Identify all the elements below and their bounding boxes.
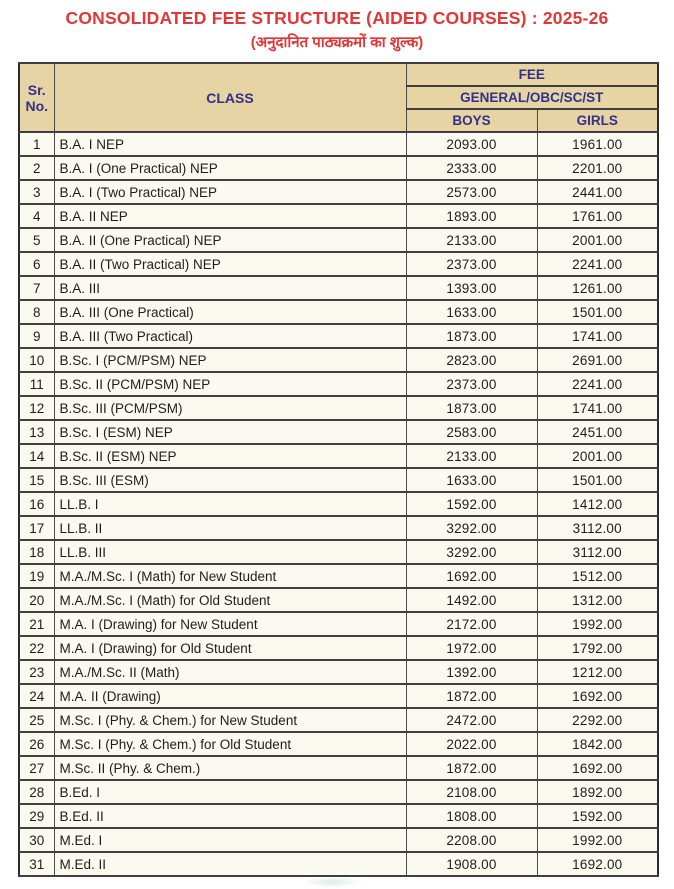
class-cell: M.A./M.Sc. II (Math) [54, 660, 406, 684]
header-girls: GIRLS [537, 109, 658, 132]
boys-fee-cell: 2573.00 [406, 180, 537, 204]
class-cell: M.Ed. I [54, 828, 406, 852]
boys-fee-cell: 2373.00 [406, 372, 537, 396]
table-row [19, 828, 658, 852]
girls-fee-cell: 1412.00 [537, 492, 658, 516]
fee-table-body [19, 132, 658, 876]
sr-no-cell: 24 [19, 684, 54, 708]
sr-no-cell: 29 [19, 804, 54, 828]
sr-no-cell: 6 [19, 252, 54, 276]
table-row [19, 204, 658, 228]
boys-fee-cell: 2133.00 [406, 444, 537, 468]
sr-no-cell: 8 [19, 300, 54, 324]
table-row [19, 804, 658, 828]
boys-fee-cell: 2108.00 [406, 780, 537, 804]
table-row [19, 348, 658, 372]
class-cell: B.A. II (One Practical) NEP [54, 228, 406, 252]
boys-fee-cell: 1393.00 [406, 276, 537, 300]
sr-no-cell: 5 [19, 228, 54, 252]
girls-fee-cell: 1842.00 [537, 732, 658, 756]
girls-fee-cell: 2001.00 [537, 228, 658, 252]
boys-fee-cell: 1873.00 [406, 396, 537, 420]
class-cell: B.Ed. II [54, 804, 406, 828]
header-sr-no [19, 63, 54, 132]
girls-fee-cell: 1692.00 [537, 684, 658, 708]
girls-fee-cell: 1501.00 [537, 300, 658, 324]
sr-no-cell: 19 [19, 564, 54, 588]
girls-fee-cell: 1961.00 [537, 132, 658, 156]
class-cell: M.A. I (Drawing) for Old Student [54, 636, 406, 660]
boys-fee-cell: 2472.00 [406, 708, 537, 732]
girls-fee-cell: 1512.00 [537, 564, 658, 588]
sr-no-cell: 2 [19, 156, 54, 180]
header-fee: FEE [406, 63, 658, 86]
girls-fee-cell: 1692.00 [537, 756, 658, 780]
boys-fee-cell: 2373.00 [406, 252, 537, 276]
class-cell: B.Sc. I (ESM) NEP [54, 420, 406, 444]
girls-fee-cell: 1761.00 [537, 204, 658, 228]
class-cell: B.A. II (Two Practical) NEP [54, 252, 406, 276]
girls-fee-cell: 1892.00 [537, 780, 658, 804]
class-cell: M.Sc. I (Phy. & Chem.) for New Student [54, 708, 406, 732]
class-cell: M.Sc. I (Phy. & Chem.) for Old Student [54, 732, 406, 756]
girls-fee-cell: 2292.00 [537, 708, 658, 732]
class-cell: LL.B. III [54, 540, 406, 564]
boys-fee-cell: 1592.00 [406, 492, 537, 516]
sr-no-cell: 27 [19, 756, 54, 780]
table-row [19, 396, 658, 420]
class-cell: B.A. I (One Practical) NEP [54, 156, 406, 180]
sr-no-cell: 14 [19, 444, 54, 468]
class-cell: LL.B. II [54, 516, 406, 540]
table-row [19, 540, 658, 564]
page-subtitle-hindi: (अनुदानित पाठ्यक्रमों का शुल्क) [250, 34, 424, 51]
boys-fee-cell: 3292.00 [406, 516, 537, 540]
table-row [19, 636, 658, 660]
sr-no-cell: 4 [19, 204, 54, 228]
table-row [19, 588, 658, 612]
class-cell: B.A. I NEP [54, 132, 406, 156]
table-row [19, 852, 658, 876]
girls-fee-cell: 2201.00 [537, 156, 658, 180]
page-title: CONSOLIDATED FEE STRUCTURE (AIDED COURSES) : 2025-26 [65, 8, 609, 28]
table-row [19, 372, 658, 396]
boys-fee-cell: 2583.00 [406, 420, 537, 444]
class-cell: B.Sc. II (ESM) NEP [54, 444, 406, 468]
table-row [19, 516, 658, 540]
table-row [19, 612, 658, 636]
scan-artifact-smudge [302, 877, 364, 887]
girls-fee-cell: 1212.00 [537, 660, 658, 684]
table-row [19, 780, 658, 804]
girls-fee-cell: 1261.00 [537, 276, 658, 300]
girls-fee-cell: 2241.00 [537, 372, 658, 396]
table-row [19, 708, 658, 732]
class-cell: M.A./M.Sc. I (Math) for Old Student [54, 588, 406, 612]
class-cell: B.Sc. III (PCM/PSM) [54, 396, 406, 420]
girls-fee-cell: 1592.00 [537, 804, 658, 828]
class-cell: B.Ed. I [54, 780, 406, 804]
sr-no-cell: 20 [19, 588, 54, 612]
boys-fee-cell: 1872.00 [406, 756, 537, 780]
boys-fee-cell: 1392.00 [406, 660, 537, 684]
table-row [19, 468, 658, 492]
table-row [19, 324, 658, 348]
class-cell: M.Sc. II (Phy. & Chem.) [54, 756, 406, 780]
boys-fee-cell: 2333.00 [406, 156, 537, 180]
boys-fee-cell: 1972.00 [406, 636, 537, 660]
boys-fee-cell: 1692.00 [406, 564, 537, 588]
sr-no-cell: 7 [19, 276, 54, 300]
girls-fee-cell: 1501.00 [537, 468, 658, 492]
girls-fee-cell: 1692.00 [537, 852, 658, 876]
boys-fee-cell: 1808.00 [406, 804, 537, 828]
class-cell: LL.B. I [54, 492, 406, 516]
boys-fee-cell: 1908.00 [406, 852, 537, 876]
class-cell: M.Ed. II [54, 852, 406, 876]
table-row [19, 732, 658, 756]
class-cell: B.A. III [54, 276, 406, 300]
girls-fee-cell: 1741.00 [537, 324, 658, 348]
table-row [19, 444, 658, 468]
sr-no-cell: 10 [19, 348, 54, 372]
sr-no-cell: 12 [19, 396, 54, 420]
girls-fee-cell: 2441.00 [537, 180, 658, 204]
sr-no-cell: 1 [19, 132, 54, 156]
header-sr-line2: No. [25, 97, 49, 114]
boys-fee-cell: 1872.00 [406, 684, 537, 708]
boys-fee-cell: 1492.00 [406, 588, 537, 612]
table-row [19, 684, 658, 708]
boys-fee-cell: 2093.00 [406, 132, 537, 156]
sr-no-cell: 18 [19, 540, 54, 564]
boys-fee-cell: 2022.00 [406, 732, 537, 756]
sr-no-cell: 30 [19, 828, 54, 852]
table-row [19, 420, 658, 444]
class-cell: M.A./M.Sc. I (Math) for New Student [54, 564, 406, 588]
class-cell: M.A. I (Drawing) for New Student [54, 612, 406, 636]
class-cell: B.Sc. II (PCM/PSM) NEP [54, 372, 406, 396]
table-row [19, 180, 658, 204]
table-row [19, 228, 658, 252]
sr-no-cell: 9 [19, 324, 54, 348]
fee-table-header [19, 63, 658, 132]
boys-fee-cell: 1633.00 [406, 300, 537, 324]
sr-no-cell: 31 [19, 852, 54, 876]
boys-fee-cell: 1633.00 [406, 468, 537, 492]
class-cell: B.Sc. I (PCM/PSM) NEP [54, 348, 406, 372]
boys-fee-cell: 2133.00 [406, 228, 537, 252]
girls-fee-cell: 1741.00 [537, 396, 658, 420]
boys-fee-cell: 1893.00 [406, 204, 537, 228]
class-cell: B.A. II NEP [54, 204, 406, 228]
sr-no-cell: 21 [19, 612, 54, 636]
sr-no-cell: 22 [19, 636, 54, 660]
table-row [19, 300, 658, 324]
girls-fee-cell: 1992.00 [537, 828, 658, 852]
sr-no-cell: 13 [19, 420, 54, 444]
header-sr-line1: Sr. [27, 81, 46, 98]
header-row-1 [19, 63, 658, 86]
girls-fee-cell: 2241.00 [537, 252, 658, 276]
class-cell: B.A. I (Two Practical) NEP [54, 180, 406, 204]
girls-fee-cell: 2001.00 [537, 444, 658, 468]
sr-no-cell: 17 [19, 516, 54, 540]
girls-fee-cell: 2451.00 [537, 420, 658, 444]
sr-no-cell: 15 [19, 468, 54, 492]
header-category: GENERAL/OBC/SC/ST [406, 86, 658, 109]
table-row [19, 276, 658, 300]
fee-table [18, 62, 659, 877]
boys-fee-cell: 3292.00 [406, 540, 537, 564]
table-row [19, 492, 658, 516]
sr-no-cell: 11 [19, 372, 54, 396]
table-row [19, 156, 658, 180]
boys-fee-cell: 2208.00 [406, 828, 537, 852]
class-cell: B.A. III (Two Practical) [54, 324, 406, 348]
table-row [19, 252, 658, 276]
table-row [19, 132, 658, 156]
girls-fee-cell: 1792.00 [537, 636, 658, 660]
header-boys: BOYS [406, 109, 537, 132]
sr-no-cell: 26 [19, 732, 54, 756]
boys-fee-cell: 1873.00 [406, 324, 537, 348]
table-row [19, 564, 658, 588]
sr-no-cell: 16 [19, 492, 54, 516]
girls-fee-cell: 1992.00 [537, 612, 658, 636]
sr-no-cell: 3 [19, 180, 54, 204]
sr-no-cell: 28 [19, 780, 54, 804]
class-cell: B.A. III (One Practical) [54, 300, 406, 324]
girls-fee-cell: 1312.00 [537, 588, 658, 612]
girls-fee-cell: 3112.00 [537, 516, 658, 540]
boys-fee-cell: 2172.00 [406, 612, 537, 636]
table-row [19, 756, 658, 780]
sr-no-cell: 23 [19, 660, 54, 684]
class-cell: B.Sc. III (ESM) [54, 468, 406, 492]
class-cell: M.A. II (Drawing) [54, 684, 406, 708]
table-row [19, 660, 658, 684]
header-class: CLASS [54, 63, 406, 132]
boys-fee-cell: 2823.00 [406, 348, 537, 372]
sr-no-cell: 25 [19, 708, 54, 732]
girls-fee-cell: 3112.00 [537, 540, 658, 564]
girls-fee-cell: 2691.00 [537, 348, 658, 372]
